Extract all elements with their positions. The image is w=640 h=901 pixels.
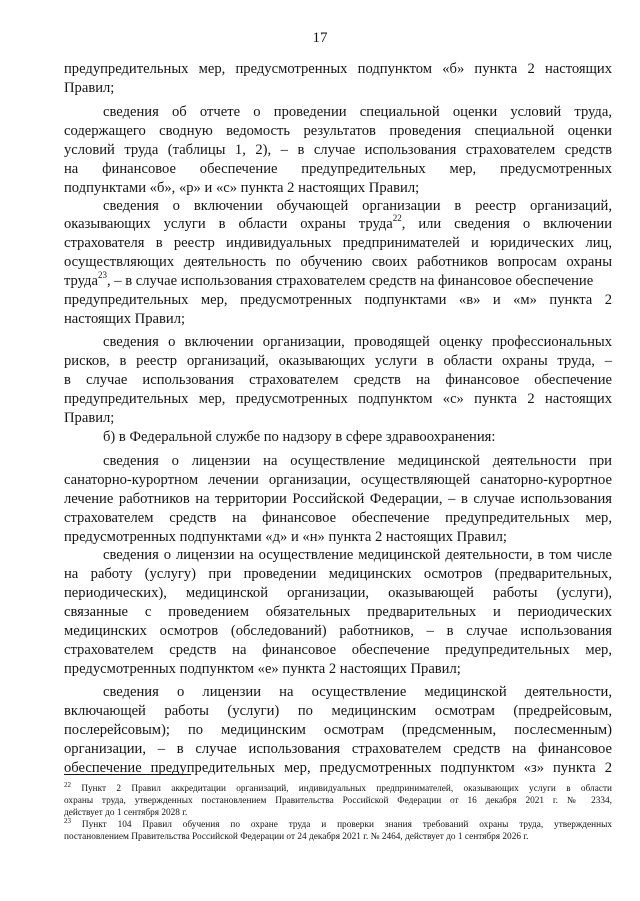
text-line: Правил; xyxy=(64,410,115,426)
text-line: организации, – в случае использования страхователем средств на финансовое xyxy=(64,741,612,757)
text-line: осуществляющих деятельность по обучению своих работников вопросам охраны xyxy=(64,254,612,270)
text-fragment: , – в случае использования страхователем средств на финансовое обеспечение xyxy=(106,273,594,289)
text-line: медицинских осмотров (обследований) работников, – в случае использования xyxy=(64,623,612,639)
text-line: страхователем средств на финансовое обеспечение предупредительных мер, xyxy=(64,642,612,658)
text-line: предусмотренных подпунктом «е» пункта 2 настоящих Правил; xyxy=(64,661,461,677)
text-line: лечение работников на территории Российской Федерации, – в случае использования xyxy=(64,491,612,507)
text-line: сведения об отчете о проведении специальной оценки условий труда, xyxy=(103,104,612,120)
text-line: настоящих Правил; xyxy=(64,311,186,327)
text-fragment: оказывающих услуги в области охраны труда xyxy=(64,216,393,232)
footnote-marker: 23 xyxy=(64,816,71,825)
text-line: санаторно-курортном лечении организации, осуществляющей санаторно-курортное xyxy=(64,472,612,488)
text-line: сведения о лицензии на осуществление медицинской деятельности, xyxy=(103,684,612,700)
text-line: сведения о включении обучающей организации в реестр организаций, xyxy=(103,198,612,214)
text-line: послерейсовым); по медицинским осмотрам (предсменным, послесменным) xyxy=(64,722,612,738)
text-line: на работу (услугу) при проведении медицинских осмотров (предварительных, xyxy=(64,566,612,582)
footnote-ref: 22 xyxy=(392,213,402,224)
footnote-line xyxy=(64,816,612,831)
footnote-divider xyxy=(64,774,191,775)
text-fragment: труда xyxy=(64,273,98,289)
text-line xyxy=(64,272,612,291)
text-line xyxy=(64,215,612,234)
footnote-text: Пункт 2 Правил аккредитации организаций, индивидуальных предпринимателей, оказывающих услуги в области xyxy=(71,784,612,794)
text-line: сведения о лицензии на осуществление медицинской деятельности, в том числе xyxy=(103,547,612,563)
text-line: рисков, в реестр организаций, оказывающих услуги в области охраны труда, – xyxy=(64,353,612,369)
text-line: содержащего сводную ведомость результатов проведения специальной оценки xyxy=(64,123,612,139)
footnote-ref: 23 xyxy=(97,270,107,281)
text-line: на финансовое обеспечение предупредительных мер, предусмотренных xyxy=(64,161,612,177)
text-line: б) в Федеральной службе по надзору в сфере здравоохранения: xyxy=(103,429,496,445)
footnote-text: Пункт 104 Правил обучения по охране труда и проверки знания требований охраны труда, утвержденных xyxy=(71,820,612,830)
text-line: страхователя в реестр индивидуальных предпринимателей и юридических лиц, xyxy=(64,235,612,251)
text-line: связанные с проведением обязательных предварительных и периодических xyxy=(64,604,612,620)
text-line: Правил; xyxy=(64,80,115,96)
text-fragment: , или сведения о включении xyxy=(401,216,613,232)
text-line: обеспечение предупредительных мер, предусмотренных подпунктом «з» пункта 2 xyxy=(64,760,612,776)
footnote-line: охраны труда, утвержденных постановлением Правительства Российской Федерации от 16 декабря 2021 г. № 2334, xyxy=(64,796,612,806)
footnote-line xyxy=(64,780,612,795)
footnote-line: действует до 1 сентября 2028 г. xyxy=(64,808,188,818)
footnote-marker: 22 xyxy=(64,780,71,789)
page-number: 17 xyxy=(312,30,328,46)
text-line: сведения о включении организации, проводящей оценку профессиональных xyxy=(103,334,612,350)
footnote-line: постановлением Правительства Российской Федерации от 24 декабря 2021 г. № 2464, действует до 1 сентября 2026 г. xyxy=(64,832,529,842)
text-line: предупредительных мер, предусмотренных подпунктом «б» пункта 2 настоящих xyxy=(64,61,612,77)
text-line: в случае использования страхователем средств на финансовое обеспечение xyxy=(64,372,612,388)
text-line: подпунктами «б», «р» и «с» пункта 2 настоящих Правил; xyxy=(64,180,420,196)
text-line: сведения о лицензии на осуществление медицинской деятельности при xyxy=(103,453,612,469)
text-line: предупредительных мер, предусмотренных подпунктом «с» пункта 2 настоящих xyxy=(64,391,612,407)
text-line: страхователем средств на финансовое обеспечение предупредительных мер, xyxy=(64,510,612,526)
text-line: включающей работы (услуги) по медицинским осмотрам (предрейсовым, xyxy=(64,703,612,719)
text-line: условий труда (таблицы 1, 2), – в случае использования страхователем средств xyxy=(64,142,612,158)
text-line: периодических), медицинской организации, оказывающей работы (услуги), xyxy=(64,585,612,601)
text-line: предупредительных мер, предусмотренных подпунктами «в» и «м» пункта 2 xyxy=(64,292,612,308)
text-line: предусмотренных подпунктами «д» и «н» пункта 2 настоящих Правил; xyxy=(64,529,507,545)
